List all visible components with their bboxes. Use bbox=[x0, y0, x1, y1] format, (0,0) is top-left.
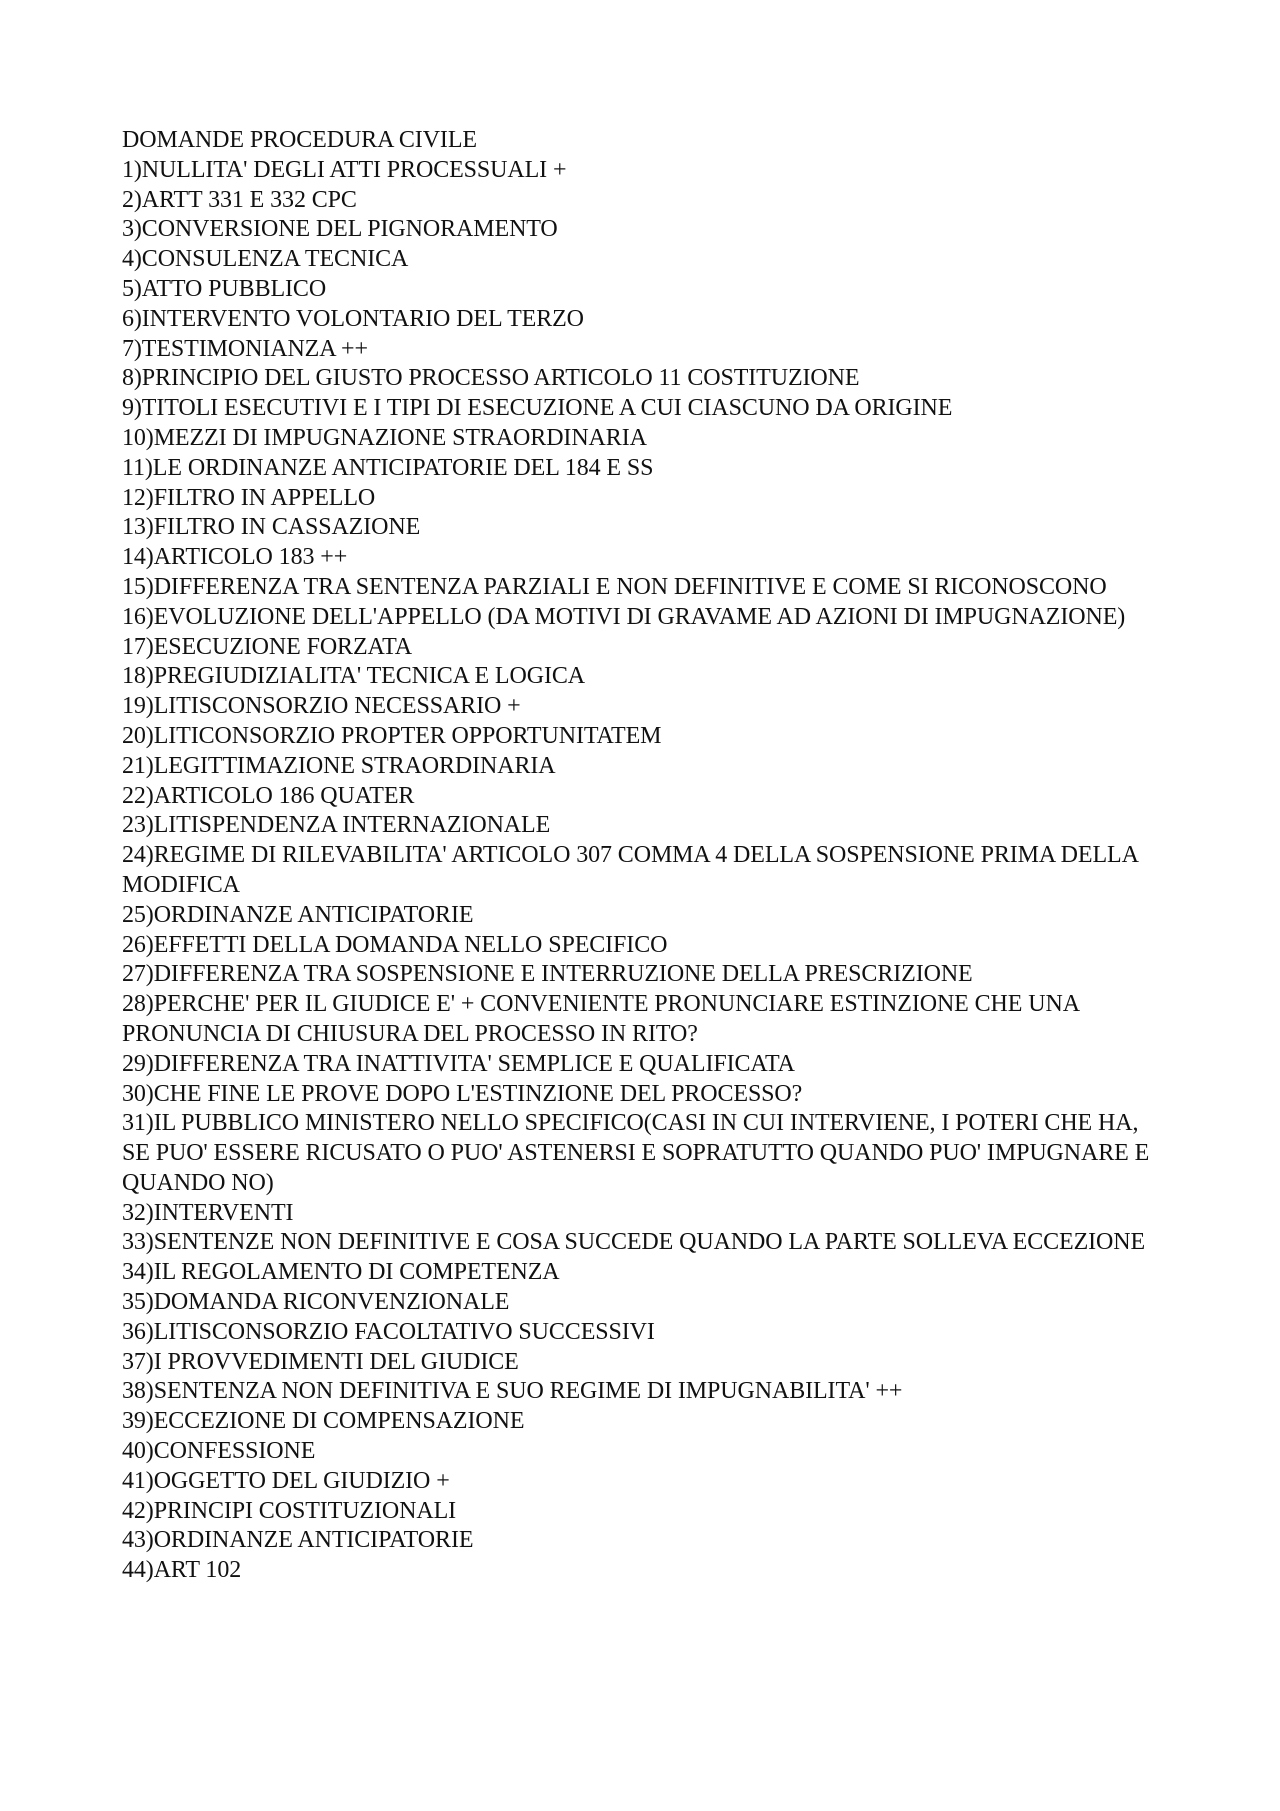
document-title: DOMANDE PROCEDURA CIVILE bbox=[122, 127, 477, 153]
question-item: 17)ESECUZIONE FORZATA bbox=[122, 633, 412, 660]
question-item: 33)SENTENZE NON DEFINITIVE E COSA SUCCEDE QUANDO LA PARTE SOLLEVA ECCEZIONE bbox=[122, 1229, 1146, 1256]
question-item: 24)REGIME DI RILEVABILITA' ARTICOLO 307 COMMA 4 DELLA SOSPENSIONE PRIMA DELLA MODIFICA bbox=[122, 842, 1144, 898]
question-item: 43)ORDINANZE ANTICIPATORIE bbox=[122, 1527, 474, 1554]
question-item: 22)ARTICOLO 186 QUATER bbox=[122, 782, 415, 809]
question-item: 4)CONSULENZA TECNICA bbox=[122, 246, 409, 273]
question-item: 40)CONFESSIONE bbox=[122, 1438, 316, 1465]
question-item: 34)IL REGOLAMENTO DI COMPETENZA bbox=[122, 1259, 560, 1286]
question-item: 2)ARTT 331 E 332 CPC bbox=[122, 186, 357, 213]
question-item: 27)DIFFERENZA TRA SOSPENSIONE E INTERRUZIONE DELLA PRESCRIZIONE bbox=[122, 961, 973, 988]
question-item: 3)CONVERSIONE DEL PIGNORAMENTO bbox=[122, 216, 558, 243]
question-item: 23)LITISPENDENZA INTERNAZIONALE bbox=[122, 812, 551, 839]
question-item: 36)LITISCONSORZIO FACOLTATIVO SUCCESSIVI bbox=[122, 1318, 655, 1345]
question-item: 32)INTERVENTI bbox=[122, 1199, 294, 1226]
question-item: 42)PRINCIPI COSTITUZIONALI bbox=[122, 1497, 457, 1524]
question-item: 35)DOMANDA RICONVENZIONALE bbox=[122, 1289, 510, 1316]
question-item: 7)TESTIMONIANZA ++ bbox=[122, 335, 368, 362]
question-item: 6)INTERVENTO VOLONTARIO DEL TERZO bbox=[122, 305, 584, 332]
question-item: 26)EFFETTI DELLA DOMANDA NELLO SPECIFICO bbox=[122, 931, 668, 958]
question-item: 12)FILTRO IN APPELLO bbox=[122, 484, 376, 511]
question-item: 44)ART 102 bbox=[122, 1557, 242, 1584]
question-item: 21)LEGITTIMAZIONE STRAORDINARIA bbox=[122, 752, 556, 779]
question-item: 31)IL PUBBLICO MINISTERO NELLO SPECIFICO(CASI IN CUI INTERVIENE, I POTERI CHE HA, SE PUO' ESSERE RICUSATO O PUO' ASTENERSI E SOPRATUTTO QUANDO PUO' IMPUGNARE E QUANDO NO) bbox=[122, 1110, 1156, 1196]
question-item: 38)SENTENZA NON DEFINITIVA E SUO REGIME DI IMPUGNABILITA' ++ bbox=[122, 1378, 903, 1405]
question-item: 11)LE ORDINANZE ANTICIPATORIE DEL 184 E SS bbox=[122, 454, 654, 481]
question-item: 25)ORDINANZE ANTICIPATORIE bbox=[122, 901, 474, 928]
question-item: 13)FILTRO IN CASSAZIONE bbox=[122, 514, 421, 541]
question-item: 15)DIFFERENZA TRA SENTENZA PARZIALI E NON DEFINITIVE E COME SI RICONOSCONO bbox=[122, 573, 1107, 600]
question-item: 19)LITISCONSORZIO NECESSARIO + bbox=[122, 693, 521, 720]
question-item: 16)EVOLUZIONE DELL'APPELLO (DA MOTIVI DI GRAVAME AD AZIONI DI IMPUGNAZIONE) bbox=[122, 603, 1126, 630]
question-item: 5)ATTO PUBBLICO bbox=[122, 275, 327, 302]
question-item: 41)OGGETTO DEL GIUDIZIO + bbox=[122, 1467, 450, 1494]
question-item: 20)LITICONSORZIO PROPTER OPPORTUNITATEM bbox=[122, 722, 662, 749]
question-item: 37)I PROVVEDIMENTI DEL GIUDICE bbox=[122, 1348, 519, 1375]
question-item: 1)NULLITA' DEGLI ATTI PROCESSUALI + bbox=[122, 156, 567, 183]
question-item: 30)CHE FINE LE PROVE DOPO L'ESTINZIONE DEL PROCESSO? bbox=[122, 1080, 803, 1107]
question-item: 9)TITOLI ESECUTIVI E I TIPI DI ESECUZIONE A CUI CIASCUNO DA ORIGINE bbox=[122, 395, 953, 422]
question-item: 39)ECCEZIONE DI COMPENSAZIONE bbox=[122, 1408, 525, 1435]
question-item: 18)PREGIUDIZIALITA' TECNICA E LOGICA bbox=[122, 663, 585, 690]
question-item: 8)PRINCIPIO DEL GIUSTO PROCESSO ARTICOLO 11 COSTITUZIONE bbox=[122, 365, 860, 392]
question-item: 10)MEZZI DI IMPUGNAZIONE STRAORDINARIA bbox=[122, 424, 647, 451]
question-item: 28)PERCHE' PER IL GIUDICE E' + CONVENIENTE PRONUNCIARE ESTINZIONE CHE UNA PRONUNCIA DI CHIUSURA DEL PROCESSO IN RITO? bbox=[122, 991, 1085, 1047]
document-body bbox=[122, 126, 1162, 1586]
question-item: 29)DIFFERENZA TRA INATTIVITA' SEMPLICE E QUALIFICATA bbox=[122, 1050, 795, 1077]
question-item: 14)ARTICOLO 183 ++ bbox=[122, 544, 348, 571]
